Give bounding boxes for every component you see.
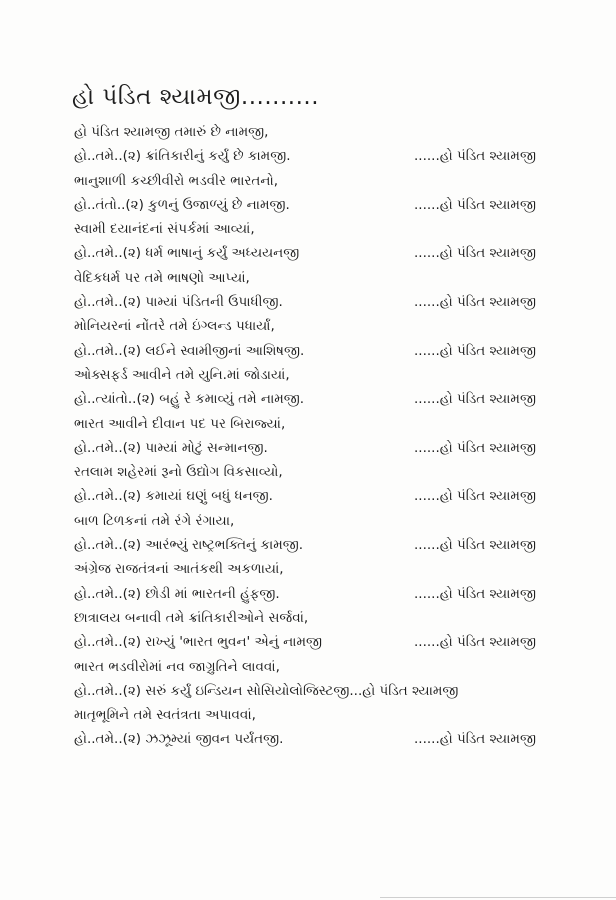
refrain-text: ......હો પંડિત શ્યામજી xyxy=(414,148,536,165)
lyric-text: હો..તમે..(૨) ક્રાંતિકારીનું કર્યું છે કામજી. xyxy=(74,148,291,165)
lyric-text: ભાનુશાળી કચ્છીવીરો ભડવીર ભારતનો, xyxy=(74,172,279,189)
refrain-text: ......હો પંડિત શ્યામજી xyxy=(414,488,536,505)
lyric-text: હો..તંતો..(૨) કુળનું ઉજાળ્યું છે નામજી. xyxy=(74,196,290,213)
lyric-text: રતલામ શહેરમાં રૂનો ઉદ્યોગ વિકસાવ્યો, xyxy=(74,464,283,481)
lyric-line xyxy=(74,314,584,338)
lyric-line xyxy=(74,412,584,436)
refrain-text: ......હો પંડિત શ્યામજી xyxy=(414,537,536,554)
lyric-line xyxy=(74,460,584,484)
lyric-text: હો પંડિત શ્યામજી તમારું છે નામજી, xyxy=(74,124,269,140)
lyric-line xyxy=(74,509,584,533)
lyric-line xyxy=(74,217,584,241)
refrain-text: ......હો પંડિત શ્યામજી xyxy=(414,294,536,311)
lyric-line xyxy=(74,144,584,168)
lyric-text: હો..તમે..(૨) કમાયાં ઘણું બધું ધનજી. xyxy=(74,488,273,505)
lyric-text: હો..તમે..(૨) પામ્યાં પંડિતની ઉપાધીજી. xyxy=(74,294,283,311)
lyric-line xyxy=(74,436,584,460)
lyric-line xyxy=(74,484,584,508)
lyric-text: હો..તમે..(૨) ધર્મ ભાષાનું કર્યું અધ્યયનજી xyxy=(74,245,300,262)
lyric-text: ભારત ભડવીરોમાં નવ જાગ્રુતિને લાવવાં, xyxy=(74,658,280,675)
lyric-line xyxy=(74,582,584,606)
lyric-line xyxy=(74,606,584,630)
lyric-text: હો..ત્યાંતો..(૨) બહું રે કમાવ્યું તમે નામજી. xyxy=(74,391,305,408)
lyric-line xyxy=(74,241,584,265)
lyric-line xyxy=(74,557,584,581)
lyric-text: વેદિકધર્મ પર તમે ભાષણો આપ્યાં, xyxy=(74,269,250,286)
refrain-text: ......હો પંડિત શ્યામજી xyxy=(414,439,536,456)
lyric-text: મોનિયરનાં નોંતરે તમે ઇંગ્લન્ડ પધાર્યાં, xyxy=(74,318,275,335)
lyric-text: હો..તમે..(૨) છોડી માં ભારતની હુંફજી. xyxy=(74,585,280,602)
lyric-line xyxy=(74,630,584,654)
lyric-line xyxy=(74,727,584,751)
lyric-line xyxy=(74,169,584,193)
lyric-text: સ્વામી દયાનંદનાં સંપર્કમાં આવ્યાં, xyxy=(74,221,255,238)
song-title: હો પંડિત શ્યામજી.......... xyxy=(72,84,320,110)
refrain-text: ......હો પંડિત શ્યામજી xyxy=(414,585,536,602)
lyric-line xyxy=(74,363,584,387)
lyric-line xyxy=(74,290,584,314)
lyric-text: બાળ ટિળકનાં તમે રંગે રંગાયા, xyxy=(74,512,235,529)
page-edge-divider xyxy=(380,897,616,898)
lyric-line xyxy=(74,120,584,144)
refrain-text: ......હો પંડિત શ્યામજી xyxy=(414,634,536,651)
lyric-text: ભારત આવીને દીવાન પદ પર બિરાજ્યાં, xyxy=(74,415,286,432)
lyric-text: હો..તમે..(૨) આરંભ્યું રાષ્ટ્રભક્તિનું કામજી. xyxy=(74,537,304,554)
lyric-text: હો..તમે..(૨) ઝઝૂમ્યાં જીવન પર્યંતજી. xyxy=(74,731,284,748)
lyric-line xyxy=(74,266,584,290)
lyric-line xyxy=(74,193,584,217)
lyric-line xyxy=(74,703,584,727)
lyric-line xyxy=(74,387,584,411)
lyric-text: હો..તમે..(૨) પામ્યાં મોટું સન્માનજી. xyxy=(74,439,268,456)
refrain-text: ......હો પંડિત શ્યામજી xyxy=(414,731,536,748)
lyric-text: હો..તમે..(૨) સરું કર્યું ઇન્ડિયન સોસિયોલોજિસ્ટજી...હો પંડિત શ્યામજી xyxy=(74,682,459,699)
lyric-line xyxy=(74,533,584,557)
refrain-text: ......હો પંડિત શ્યામજી xyxy=(414,196,536,213)
lyric-line xyxy=(74,679,584,703)
lyric-text: ઓક્સફર્ડ આવીને તમે યુનિ.માં જોડાયાં, xyxy=(74,366,290,383)
lyric-text: માતૃભૂમિને તમે સ્વતંત્રતા અપાવવાં, xyxy=(74,707,256,724)
refrain-text: ......હો પંડિત શ્યામજી xyxy=(414,391,536,408)
lyric-text: હો..તમે..(૨) રાખ્યું 'ભારત ભુવન' એનું નામજી xyxy=(74,634,323,651)
song-lyrics xyxy=(74,120,584,752)
lyric-text: છાત્રાલય બનાવી તમે ક્રાંતિકારીઓને સર્જવાં, xyxy=(74,609,309,626)
lyric-text: અંગ્રેજ રાજતંત્રનાં આતંકથી અકળાયાં, xyxy=(74,561,284,578)
lyric-line xyxy=(74,339,584,363)
refrain-text: ......હો પંડિત શ્યામજી xyxy=(414,342,536,359)
lyric-line xyxy=(74,655,584,679)
lyric-text: હો..તમે..(૨) લઈને સ્વામીજીનાં આશિષજી. xyxy=(74,342,305,359)
refrain-text: ......હો પંડિત શ્યામજી xyxy=(414,245,536,262)
